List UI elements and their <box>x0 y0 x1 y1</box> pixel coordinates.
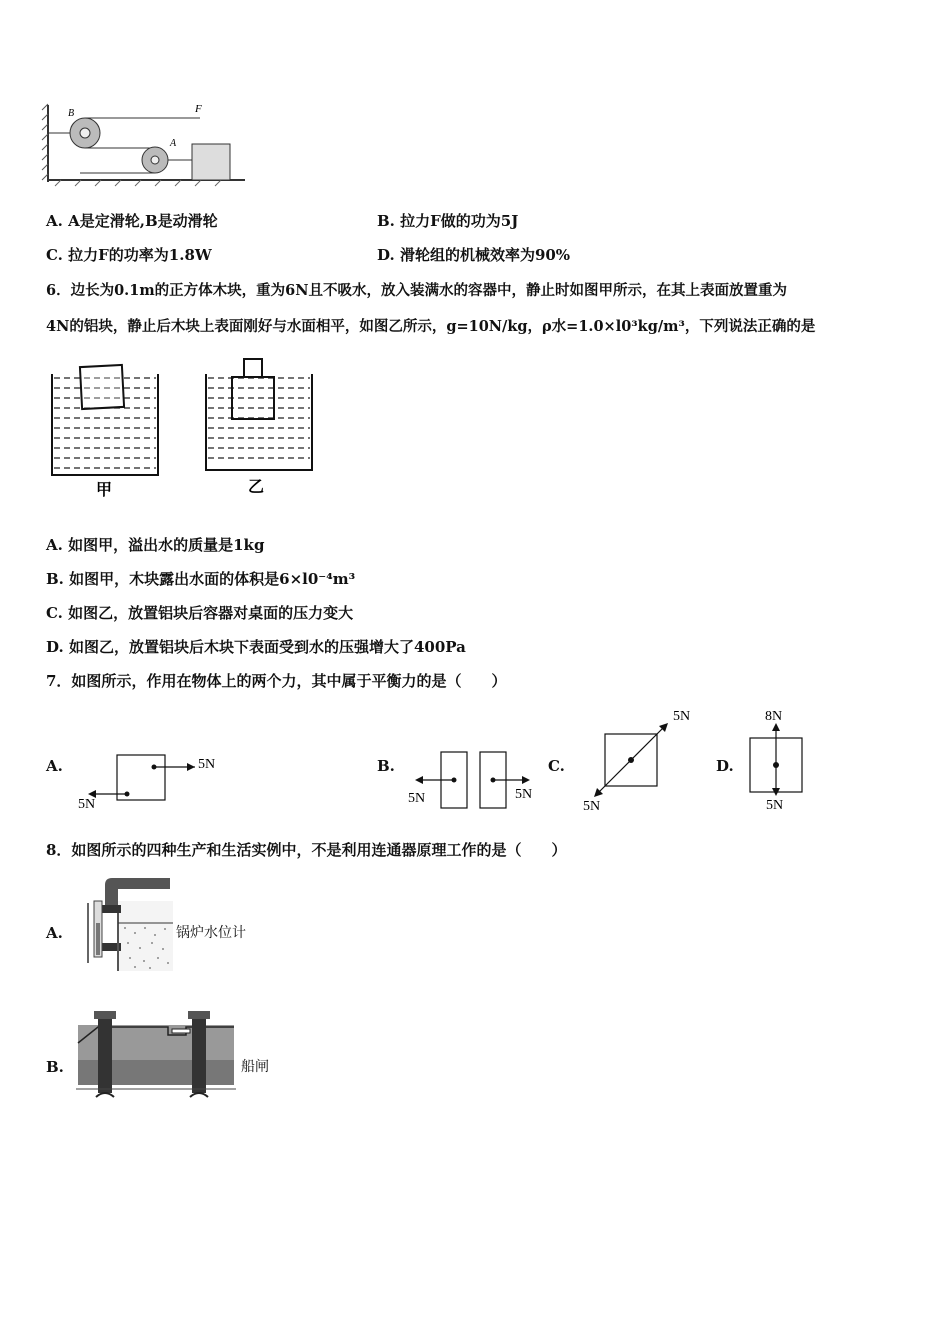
q6-option-b[interactable]: B. 如图甲，木块露出水面的体积是6×l0⁻⁴m³ <box>46 570 356 588</box>
boiler-gauge-figure[interactable] <box>80 873 175 973</box>
q7-a-force-left: 5N <box>78 797 96 812</box>
q7-c-force-down: 5N <box>583 799 601 814</box>
q7-d-force-down: 5N <box>766 798 784 813</box>
container-figure-yi <box>200 355 320 505</box>
q7-b-force-right: 5N <box>515 787 533 802</box>
q5-option-d[interactable]: D. 滑轮组的机械效率为90% <box>377 246 571 264</box>
q7-stem: 7．如图所示，作用在物体上的两个力，其中属于平衡力的是（ ） <box>46 672 507 690</box>
q5-option-b[interactable]: B. 拉力F做的功为5J <box>377 212 519 230</box>
force-f-label: F <box>195 103 202 115</box>
q7-option-a-key[interactable]: A. <box>46 757 63 775</box>
q6-option-a[interactable]: A. 如图甲，溢出水的质量是1kg <box>46 536 265 554</box>
pulley-a-label: A <box>170 138 177 149</box>
q7-d-force-up: 8N <box>765 709 783 724</box>
fig-label-yi: 乙 <box>248 479 265 496</box>
q7-c-force-up: 5N <box>673 709 691 724</box>
q6-stem-line1: 6．边长为0.1m的正方体木块，重为6N且不吸水，放入装满水的容器中，静止时如图甲所示，在其上表面放置重为 <box>46 282 787 299</box>
q7-option-c-key[interactable]: C. <box>548 757 565 775</box>
q8-option-a-key[interactable]: A. <box>46 924 63 942</box>
q7-b-force-left: 5N <box>408 791 426 806</box>
q5-option-c[interactable]: C. 拉力F的功率为1.8W <box>46 246 212 264</box>
q8-option-b-key[interactable]: B. <box>46 1058 64 1076</box>
ship-lock-figure[interactable] <box>76 1005 236 1103</box>
q8-option-a-caption: 锅炉水位计 <box>176 925 246 941</box>
q6-stem-line2: 4N的铝块，静止后木块上表面刚好与水面相平，如图乙所示，g=10N/kg，ρ水=1.0×l0³kg/m³，下列说法正确的是 <box>46 318 816 335</box>
fig-label-jia: 甲 <box>96 482 113 499</box>
q7-option-b-figure[interactable] <box>405 745 545 815</box>
q7-option-b-key[interactable]: B. <box>377 757 395 775</box>
q7-option-d-figure[interactable] <box>745 705 815 815</box>
q6-option-c[interactable]: C. 如图乙，放置铝块后容器对桌面的压力变大 <box>46 604 354 622</box>
q7-option-c-figure[interactable] <box>575 700 705 815</box>
container-figure-jia <box>46 360 166 505</box>
q6-option-d[interactable]: D. 如图乙，放置铝块后木块下表面受到水的压强增大了400Pa <box>46 638 466 656</box>
q8-option-b-caption: 船闸 <box>241 1059 269 1075</box>
q8-stem: 8．如图所示的四种生产和生活实例中，不是利用连通器原理工作的是（ ） <box>46 841 567 859</box>
q7-a-force-right: 5N <box>198 757 216 772</box>
q7-option-d-key[interactable]: D. <box>716 757 734 775</box>
pulley-figure <box>40 100 250 190</box>
q5-option-a[interactable]: A. A是定滑轮,B是动滑轮 <box>46 212 218 230</box>
pulley-b-label: B <box>68 108 75 119</box>
q7-option-a-figure[interactable] <box>75 745 235 815</box>
